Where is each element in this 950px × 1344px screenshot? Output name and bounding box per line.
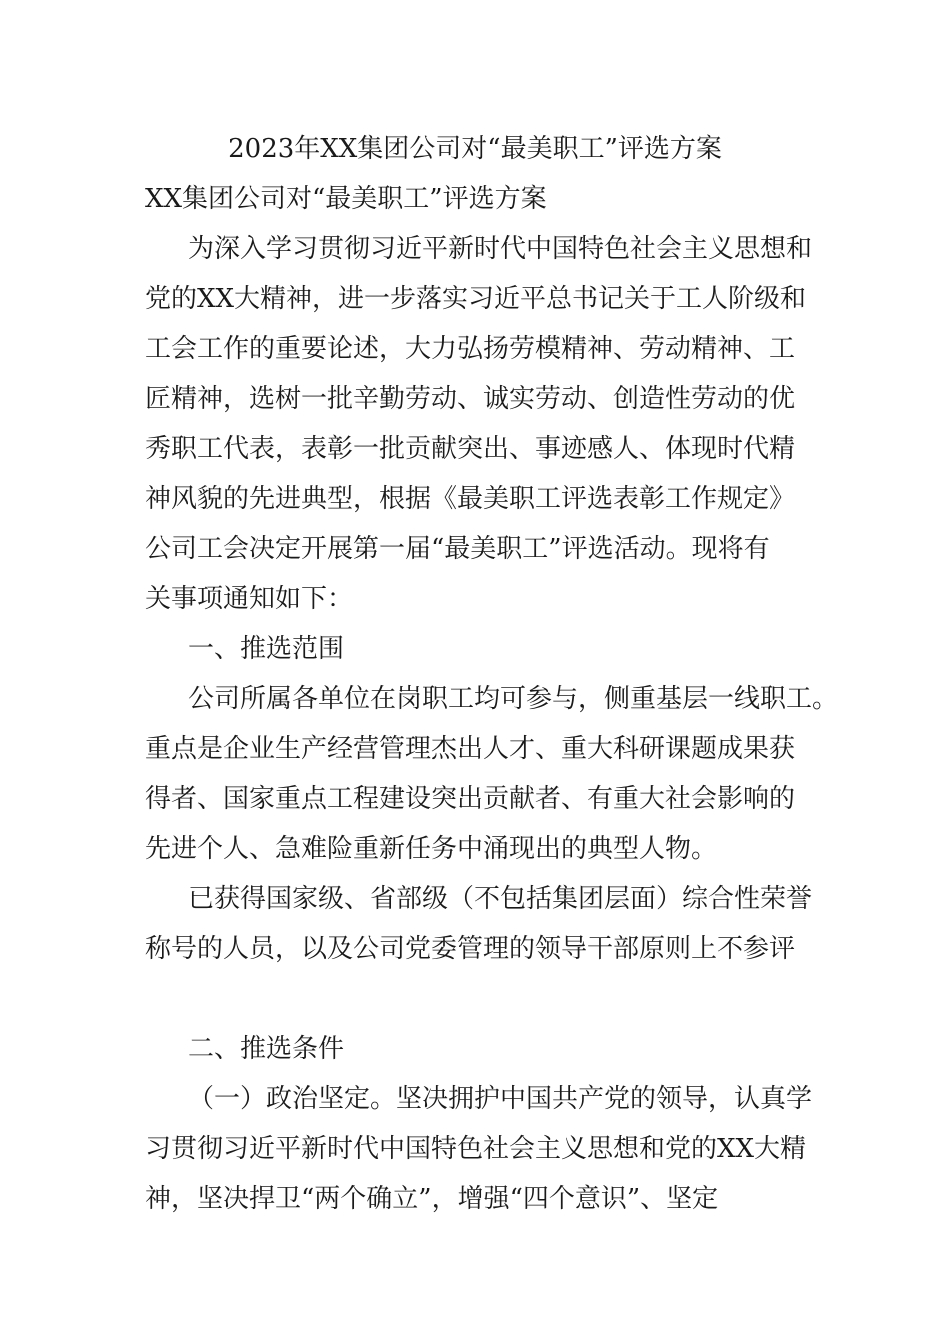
paragraph-line: 公司工会决定开展第一届“最美职工”评选活动。现将有	[145, 534, 770, 564]
paragraph-line: 匠精神，选树一批辛勤劳动、诚实劳动、创造性劳动的优	[145, 384, 796, 414]
paragraph-line: 工会工作的重要论述，大力弘扬劳模精神、劳动精神、工	[145, 334, 796, 364]
paragraph-line: 公司所属各单位在岗职工均可参与，侧重基层一线职工。	[188, 684, 839, 714]
paragraph-line: 先进个人、急难险重新任务中涌现出的典型人物。	[145, 834, 718, 864]
paragraph-line: 党的XX大精神，进一步落实习近平总书记关于工人阶级和	[145, 284, 807, 314]
section-heading: 二、推选条件	[188, 1034, 345, 1064]
paragraph-line: 重点是企业生产经营管理杰出人才、重大科研课题成果获	[145, 734, 796, 764]
paragraph-line: 秀职工代表，表彰一批贡献突出、事迹感人、体现时代精	[145, 434, 796, 464]
paragraph-line: （一）政治坚定。坚决拥护中国共产党的领导，认真学	[188, 1084, 813, 1114]
paragraph-line: 神，坚决捍卫“两个确立”，增强“四个意识”、坚定	[145, 1184, 719, 1214]
document-subtitle: XX集团公司对“最美职工”评选方案	[145, 184, 547, 214]
paragraph-line: 为深入学习贯彻习近平新时代中国特色社会主义思想和	[188, 234, 813, 264]
paragraph-line: 习贯彻习近平新时代中国特色社会主义思想和党的XX大精	[145, 1134, 807, 1164]
paragraph-line: 得者、国家重点工程建设突出贡献者、有重大社会影响的	[145, 784, 796, 814]
paragraph-line: 已获得国家级、省部级（不包括集团层面）综合性荣誉	[188, 884, 813, 914]
paragraph-line: 神风貌的先进典型，根据《最美职工评选表彰工作规定》	[145, 484, 796, 514]
paragraph-line: 关事项通知如下：	[145, 584, 354, 614]
document-title: 2023年XX集团公司对“最美职工”评选方案	[228, 134, 722, 164]
section-heading: 一、推选范围	[188, 634, 345, 664]
paragraph-line: 称号的人员，以及公司党委管理的领导干部原则上不参评	[145, 934, 796, 964]
